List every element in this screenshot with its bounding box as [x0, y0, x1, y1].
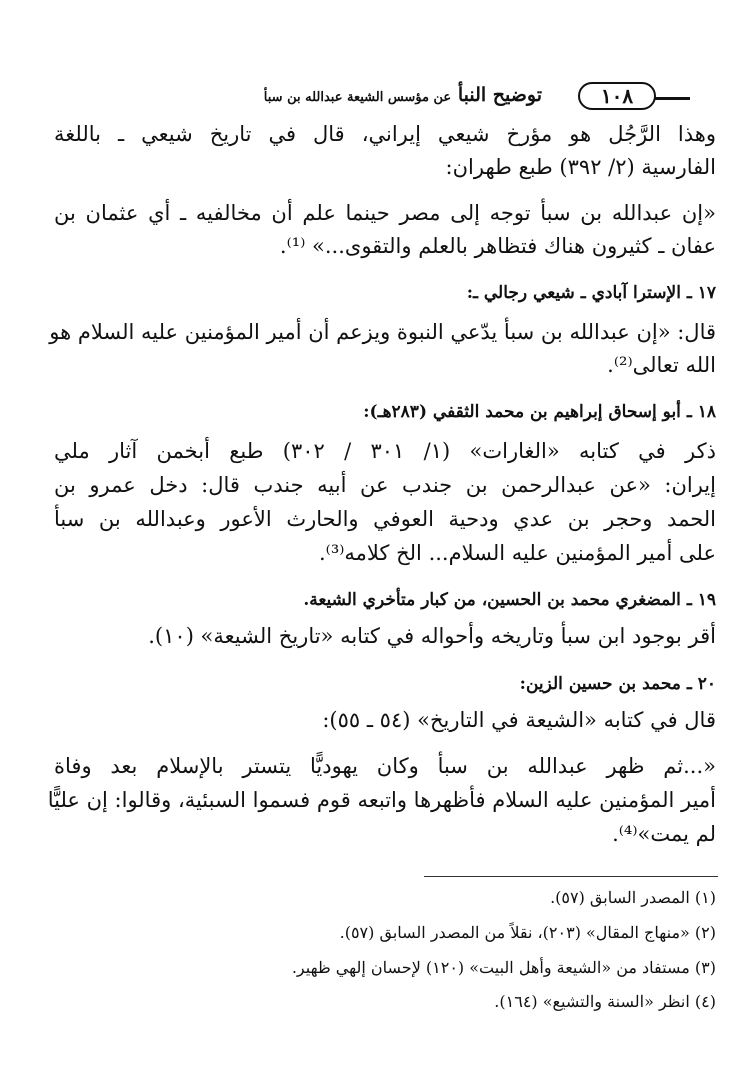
quote-line-5: لم يمت»⁽⁴⁾. [612, 822, 716, 846]
entry-heading-18: ١٨ ـ أبو إسحاق إبراهيم بن محمد الثقفي (٢٨٣هـ): [363, 402, 716, 422]
footnote-separator [424, 876, 718, 877]
text-line-11: الحمد وحجر بن عدي ودحية العوفي والحارث الأعور وعبدالله بن سبأ [54, 507, 716, 531]
entry-heading-17: ١٧ ـ الإسترا آبادي ـ شيعي رجالي ـ: [466, 283, 716, 303]
text-line-9: ذكر في كتابه «الغارات» (١/ ٣٠١ / ٣٠٢) طبع أبخمن آثار ملي [54, 439, 716, 463]
text-line-6: قال: «إن عبدالله بن سبأ يدّعي النبوة ويزعم أن أمير المؤمنين عليه السلام هو [49, 320, 716, 344]
text-line-2: الفارسية (٢/ ٣٩٢) طبع طهران: [445, 155, 716, 179]
text-line-1: وهذا الرَّجُل هو مؤرخ شيعي إيراني، قال في تاريخ شيعي ـ باللغة [54, 122, 716, 146]
header-title-main: توضيح النبأ [457, 84, 542, 106]
entry-heading-20: ٢٠ ـ محمد بن حسين الزين: [519, 674, 716, 694]
text-line-12: على أمير المؤمنين عليه السلام... الخ كلامه⁽³⁾. [318, 541, 716, 565]
text-line-16: قال في كتابه «الشيعة في التاريخ» (٥٤ ـ ٥٥): [322, 708, 716, 732]
quote-line-3: «...ثم ظهر عبدالله بن سبأ وكان يهوديًّا يتستر بالإسلام بعد وفاة [54, 754, 716, 778]
quote-line-2: عفان ـ كثيرون هناك فتظاهر بالعلم والتقوى...» ⁽¹⁾. [279, 234, 716, 258]
footnote-1: (١) المصدر السابق (٥٧). [550, 888, 716, 907]
running-header-title [32, 84, 542, 106]
text-line-10: إيران: «عن عبدالرحمن بن جندب عن أبيه جندب قال: دخل عمرو بن [54, 473, 716, 497]
footnote-3: (٣) مستفاد من «الشيعة وأهل البيت» (١٢٠) لإحسان إلهي ظهير. [291, 958, 716, 977]
quote-line-1: «إن عبدالله بن سبأ توجه إلى مصر حينما علم أن مخالفيه ـ أي عثمان بن [54, 201, 716, 225]
quote-line-4: أمير المؤمنين عليه السلام فأظهرها واتبعه قوم فسموا السبئية، وقالوا: إن عليًّا [47, 788, 716, 812]
page-number: ١٠٨ [578, 82, 656, 110]
text-line-7: الله تعالى⁽²⁾. [607, 353, 716, 377]
footnote-4: (٤) انظر «السنة والتشيع» (١٦٤). [494, 992, 716, 1011]
footnote-2: (٢) «منهاج المقال» (٢٠٣)، نقلاً من المصدر السابق (٥٧). [339, 923, 716, 942]
text-line-14: أقر بوجود ابن سبأ وتاريخه وأحواله في كتابه «تاريخ الشيعة» (١٠). [148, 624, 716, 648]
header-title-rest: عن مؤسس الشيعة عبدالله بن سبأ [263, 90, 452, 105]
header-rule-right [655, 97, 690, 100]
entry-heading-19: ١٩ ـ المضغري محمد بن الحسين، من كبار متأخري الشيعة. [303, 590, 716, 610]
